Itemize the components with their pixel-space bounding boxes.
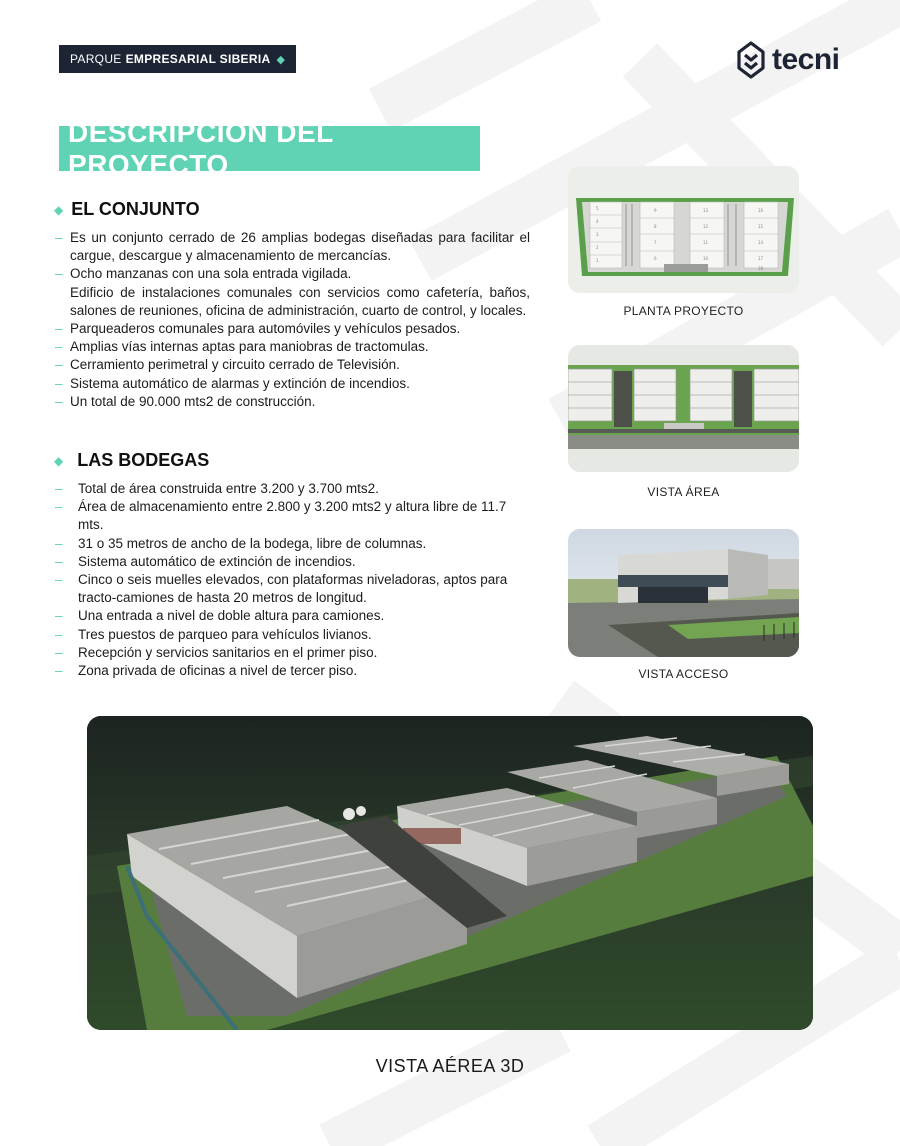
vista-acceso-caption: VISTA ACCESO — [638, 667, 729, 681]
unit-number: 11 — [703, 240, 709, 245]
list-item: – Área de almacenamiento entre 2.800 y 3.200 mts2 y altura libre de 11.7 mts. — [55, 499, 507, 533]
page-title: DESCRIPCIÓN DEL PROYECTO — [59, 126, 480, 171]
unit-number: 3 — [596, 232, 599, 237]
unit-number: 4 — [596, 219, 599, 224]
access-view-drawing — [568, 529, 799, 657]
list-item: – Sistema automático de extinción de incendios. — [55, 553, 356, 569]
unit-number: 16 — [758, 208, 764, 213]
tecni-logo-icon — [736, 40, 766, 80]
section-heading-text: EL CONJUNTO — [71, 199, 200, 219]
unit-number: 17 — [758, 256, 764, 261]
unit-number: 13 — [703, 208, 709, 213]
site-plan-drawing — [568, 166, 799, 293]
unit-number: 14 — [758, 240, 764, 245]
list-item: – Es un conjunto cerrado de 26 amplias bodegas diseñadas para facilitar el cargue, descargue y almacenamiento de mercancías. — [55, 230, 530, 264]
list-item: – Zona privada de oficinas a nivel de tercer piso. — [55, 663, 358, 679]
unit-number: 9 — [654, 208, 657, 213]
list-item: – Total de área construida entre 3.200 y 3.700 mts2. — [55, 481, 379, 496]
diamond-bullet-icon: ◆ — [54, 453, 64, 468]
unit-number: 8 — [654, 224, 657, 229]
diamond-icon: ◆ — [276, 53, 286, 66]
unit-number: 12 — [703, 224, 709, 229]
badge-bold-text: EMPRESARIAL SIBERIA — [125, 52, 271, 66]
unit-number: 6 — [654, 256, 657, 261]
unit-number: 15 — [758, 224, 764, 229]
diamond-bullet-icon: ◆ — [54, 202, 64, 217]
logo-text: tecni — [772, 43, 840, 76]
project-badge — [59, 45, 296, 73]
unit-number: 5 — [596, 206, 599, 211]
list-item: – Tres puestos de parqueo para vehículos livianos. — [55, 626, 372, 642]
planta-proyecto-caption: PLANTA PROYECTO — [623, 304, 744, 318]
vista-area-caption: VISTA ÁREA — [647, 485, 720, 499]
list-item: – Parqueaderos comunales para automóviles y vehículos pesados. — [55, 321, 461, 337]
list-item: – Una entrada a nivel de doble altura para camiones. — [55, 608, 385, 624]
unit-number: 18 — [758, 266, 764, 271]
vista-aerea-3d-caption: VISTA AÉREA 3D — [375, 1056, 525, 1076]
unit-number: 7 — [654, 240, 657, 245]
vista-area-image — [568, 345, 799, 472]
badge-light-text: PARQUE — [70, 52, 122, 66]
area-view-drawing — [568, 345, 799, 472]
vista-aerea-3d-image — [87, 716, 813, 1030]
list-item: – Amplias vías internas aptas para maniobras de tractomulas. — [55, 339, 429, 355]
planta-proyecto-image — [568, 166, 799, 293]
aerial-3d-drawing — [87, 716, 813, 1030]
section-heading-bodegas — [54, 450, 209, 471]
list-item: – Ocho manzanas con una sola entrada vigilada. Edificio de instalaciones comunales con servicios como cafetería, baños, salones de reuniones, oficina de administración, cuarto de control, y locales. — [55, 265, 530, 320]
list-item: – 31 o 35 metros de ancho de la bodega, libre de columnas. — [55, 535, 427, 551]
section-heading-text: LAS BODEGAS — [77, 450, 210, 470]
tecni-logo — [736, 40, 840, 80]
conjunto-list — [55, 229, 530, 411]
unit-number: 1 — [596, 258, 599, 263]
section-heading-conjunto — [54, 199, 200, 220]
list-item: – Sistema automático de alarmas y extinción de incendios. — [55, 375, 410, 391]
list-item: – Cinco o seis muelles elevados, con plataformas niveladoras, aptos para tracto-camiones de hasta 20 metros de longitud. — [55, 572, 508, 606]
unit-number: 10 — [703, 256, 709, 261]
bodegas-list — [55, 480, 515, 680]
vista-acceso-image — [568, 529, 799, 657]
list-item: – Un total de 90.000 mts2 de construcción. — [55, 393, 316, 409]
list-item: – Recepción y servicios sanitarios en el primer piso. — [55, 644, 378, 660]
list-item: – Cerramiento perimetral y circuito cerrado de Televisión. — [55, 357, 400, 373]
list-item-continuation: Edificio de instalaciones comunales con servicios como cafetería, baños, salones de reuniones, oficina de administración, cuarto de control, y locales. — [70, 284, 530, 318]
unit-number: 2 — [596, 245, 599, 250]
